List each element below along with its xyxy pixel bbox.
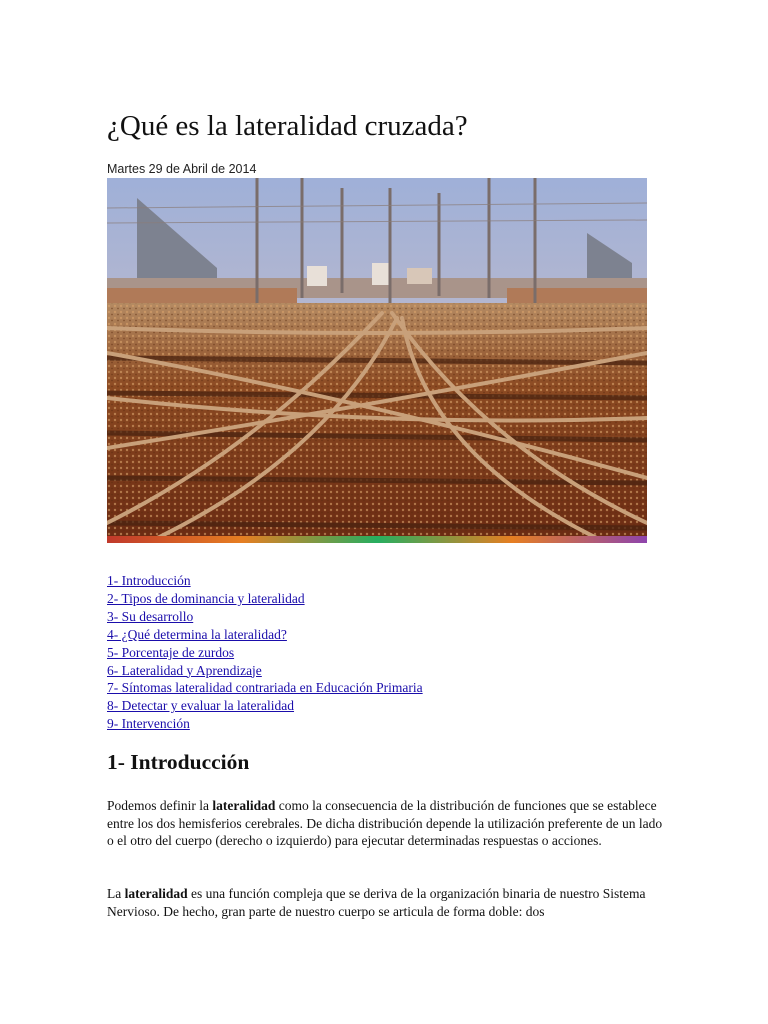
paragraph-text: es una función compleja que se deriva de la organización binaria de nuestro Sistema Nervioso. De hecho, gran parte de nuestro cuerpo se articula de forma doble: dos [107,886,646,919]
toc-link-intervencion[interactable]: 9- Intervención [107,716,190,732]
toc-link-detectar[interactable]: 8- Detectar y evaluar la lateralidad [107,698,295,714]
toc-link-introduccion[interactable]: 1- Introducción [107,573,191,588]
toc-link-determina[interactable]: 4- ¿Qué determina la lateralidad? [107,626,287,642]
section-heading: 1- Introducción [107,750,250,774]
toc-link-tipos[interactable]: 2- Tipos de dominancia y lateralidad [107,590,305,606]
paragraph-text: Podemos definir la [107,798,213,813]
bold-term: lateralidad [212,798,276,813]
toc-item [107,662,423,680]
toc-item [107,608,423,626]
toc-link-sintomas[interactable]: 7- Síntomas lateralidad contrariada en Educación Primaria [107,680,423,696]
toc-item [107,626,423,644]
toc-item [107,679,423,697]
toc-link-zurdos[interactable]: 5- Porcentaje de zurdos [107,644,235,660]
publish-date: Martes 29 de Abril de 2014 [107,162,257,176]
toc-item [107,715,423,733]
paragraph-2 [107,885,667,920]
toc-item [107,590,423,608]
page-title: ¿Qué es la lateralidad cruzada? [107,110,468,142]
toc-link-aprendizaje[interactable]: 6- Lateralidad y Aprendizaje [107,662,262,678]
railway-tracks-photo [107,178,647,543]
toc-link-desarrollo[interactable]: 3- Su desarrollo [107,608,194,624]
bold-term: lateralidad [124,886,188,901]
toc-item [107,644,423,662]
paragraph-1 [107,797,667,850]
toc-item [107,572,423,590]
toc-item [107,697,423,715]
table-of-contents [107,572,423,733]
paragraph-text: como la consecuencia de la distribución de funciones que se establece entre los dos hemisferios cerebrales. De dicha distribución depende la utilización preferente de un lado o el otro del cuerpo (derecho o izquierdo) para ejecutar determinadas respuestas o acciones. [107,798,663,849]
paragraph-text: La [107,886,125,901]
